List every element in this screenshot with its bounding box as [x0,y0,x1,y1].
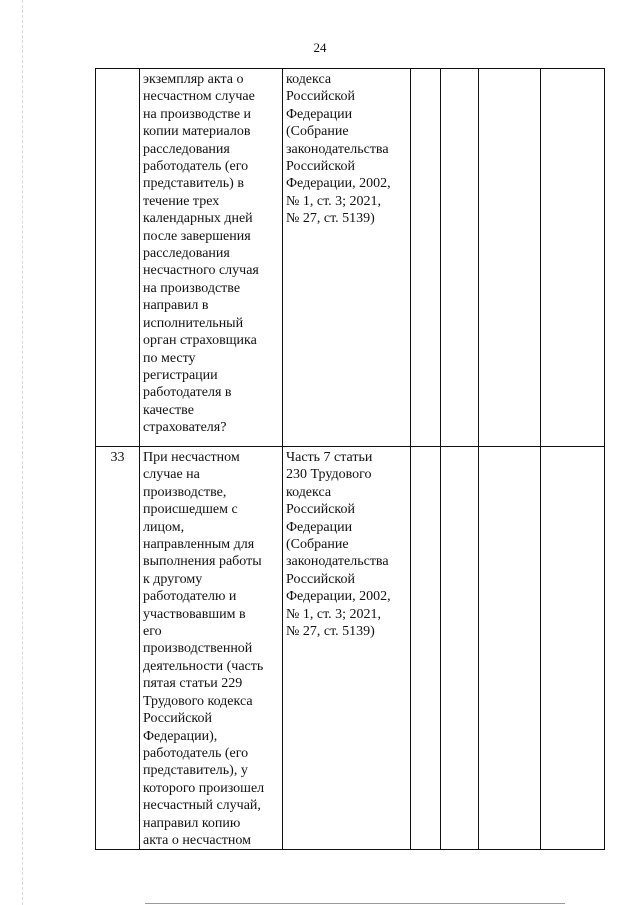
answer-yes-cell [411,69,441,447]
answer-na-cell [479,69,541,447]
reference-text: кодекса Российской Федерации (Собрание законодательства Российской Федерации, 2002, № 1, ст. 3; 2021, № 27, ст. 5139) [286,72,391,227]
scan-bottom-edge [145,903,565,904]
answer-yes-cell [411,447,441,850]
reference-text: Часть 7 статьи 230 Трудового кодекса Российской Федерации (Собрание законодательства Российской Федерации, 2002, № 1, ст. 3; 2021, № 27, ст. 5139) [286,450,391,640]
answer-na-cell [479,447,541,850]
question-text: экземпляр акта о несчастном случае на производстве и копии материалов расследования работодатель (его представитель) в течение трех календарных дней после завершения расследования несчастного случая на производстве направил в исполнительный орган страховщика по месту регистрации работодателя в качестве страхователя? [143,72,259,436]
table-row [96,69,605,447]
reference-cell [283,447,411,850]
question-cell [140,69,283,447]
question-cell [140,447,283,850]
row-number: 33 [96,447,140,850]
checklist-table [95,68,605,850]
page-number: 24 [313,40,327,55]
note-cell [541,69,605,447]
answer-no-cell [441,69,479,447]
row-number [96,69,140,447]
question-text: При несчастном случае на производстве, происшедшем с лицом, направленным для выполнения работы к другому работодателю и участвовавшим в его производственной деятельности (часть пятая статьи 229 Трудового кодекса Российской Федерации), работодатель (его представитель), у которого произошел несчастный случай, направил копию акта о несчастном [143,450,265,848]
answer-no-cell [441,447,479,850]
note-cell [541,447,605,850]
table-row [96,447,605,850]
scan-left-edge [22,0,23,905]
reference-cell [283,69,411,447]
